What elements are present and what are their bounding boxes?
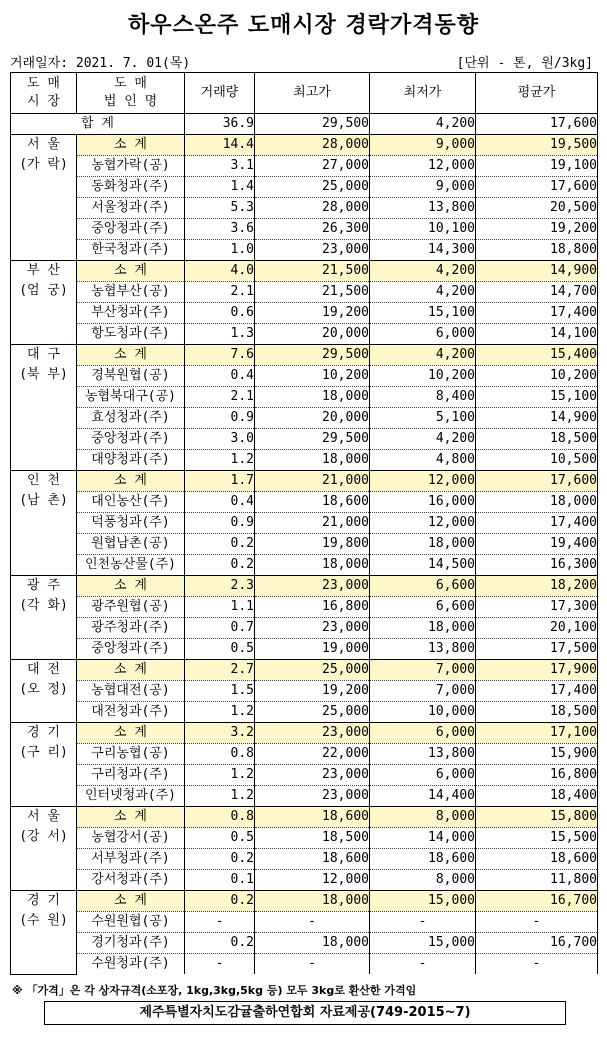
avg-price-cell: 16,300	[476, 555, 598, 576]
max-price-cell: 23,000	[255, 765, 370, 786]
corp-name: 강서청과(주)	[77, 870, 185, 891]
volume-cell: 2.3	[185, 576, 255, 597]
volume-cell: 0.9	[185, 408, 255, 429]
avg-price-cell: 15,400	[476, 345, 598, 366]
table-header	[11, 73, 598, 114]
market-name: 인 천	[27, 473, 60, 488]
corp-name: 농협강서(공)	[77, 828, 185, 849]
avg-price-cell: 19,100	[476, 156, 598, 177]
max-price-cell: 21,500	[255, 282, 370, 303]
avg-price-cell: 18,600	[476, 849, 598, 870]
header-avg: 평균가	[476, 73, 598, 114]
max-price-cell: 18,000	[255, 933, 370, 954]
table-row	[11, 765, 598, 786]
market-name: 서 울	[27, 809, 60, 824]
market-district: (엄 궁)	[19, 283, 68, 298]
avg-price-cell: 18,200	[476, 576, 598, 597]
subtotal-row	[11, 345, 598, 366]
max-price-cell: 18,600	[255, 807, 370, 828]
min-price-cell: 6,000	[370, 765, 476, 786]
max-price-cell: 19,200	[255, 681, 370, 702]
min-price-cell: 8,000	[370, 870, 476, 891]
min-price-cell: 12,000	[370, 156, 476, 177]
corp-name: 소 계	[77, 891, 185, 912]
min-price-cell: 18,000	[370, 618, 476, 639]
market-region	[11, 891, 77, 975]
market-district: (북 부)	[19, 367, 68, 382]
max-price-cell: 23,000	[255, 576, 370, 597]
volume-cell: 0.8	[185, 744, 255, 765]
avg-price-cell: 17,500	[476, 639, 598, 660]
volume-cell: -	[185, 912, 255, 933]
market-name: 서 울	[27, 137, 60, 152]
corp-name: 소 계	[77, 576, 185, 597]
avg-price-cell: -	[476, 912, 598, 933]
corp-name: 대전청과(주)	[77, 702, 185, 723]
corp-name: 원협남촌(공)	[77, 534, 185, 555]
min-price-cell: 14,500	[370, 555, 476, 576]
market-region	[11, 576, 77, 660]
min-price-cell: 4,200	[370, 261, 476, 282]
volume-cell: 0.7	[185, 618, 255, 639]
table-row	[11, 156, 598, 177]
min-price-cell: 15,000	[370, 933, 476, 954]
max-price-cell: 23,000	[255, 618, 370, 639]
market-region	[11, 135, 77, 261]
corp-name: 농협북대구(공)	[77, 387, 185, 408]
max-price-cell: 18,000	[255, 891, 370, 912]
avg-price-cell: 14,700	[476, 282, 598, 303]
max-price-cell: 26,300	[255, 219, 370, 240]
table-row	[11, 555, 598, 576]
price-table	[10, 72, 598, 975]
min-price-cell: 8,400	[370, 387, 476, 408]
min-price-cell: 12,000	[370, 513, 476, 534]
max-price-cell: 18,500	[255, 828, 370, 849]
corp-name: 동화청과(주)	[77, 177, 185, 198]
table-row	[11, 198, 598, 219]
corp-name: 중앙청과(주)	[77, 639, 185, 660]
min-price-cell: -	[370, 912, 476, 933]
corp-name: 소 계	[77, 345, 185, 366]
market-region	[11, 471, 77, 576]
min-price-cell: 10,100	[370, 219, 476, 240]
avg-price-cell: 17,300	[476, 597, 598, 618]
market-district: (가 락)	[19, 157, 68, 172]
corp-name: 중앙청과(주)	[77, 429, 185, 450]
avg-price-cell: 18,000	[476, 492, 598, 513]
table-row	[11, 702, 598, 723]
min-price-cell: 9,000	[370, 135, 476, 156]
avg-price-cell: 17,400	[476, 681, 598, 702]
min-price-cell: 4,800	[370, 450, 476, 471]
avg-price-cell: 10,500	[476, 450, 598, 471]
volume-cell: 14.4	[185, 135, 255, 156]
max-price-cell: 19,200	[255, 303, 370, 324]
table-row	[11, 618, 598, 639]
volume-cell: 0.8	[185, 807, 255, 828]
table-row	[11, 828, 598, 849]
max-price-cell: 29,500	[255, 429, 370, 450]
table-row	[11, 240, 598, 261]
volume-cell: 1.2	[185, 786, 255, 807]
max-price-cell: 29,500	[255, 345, 370, 366]
max-price-cell: 18,000	[255, 555, 370, 576]
min-price-cell: 4,200	[370, 282, 476, 303]
corp-name: 한국청과(주)	[77, 240, 185, 261]
table-row	[11, 450, 598, 471]
corp-name: 경기청과(주)	[77, 933, 185, 954]
subtotal-row	[11, 135, 598, 156]
market-region	[11, 345, 77, 471]
corp-name: 수원원협(공)	[77, 912, 185, 933]
market-district: (남 촌)	[19, 493, 68, 508]
max-price-cell: 22,000	[255, 744, 370, 765]
max-price-cell: -	[255, 954, 370, 975]
corp-name: 소 계	[77, 471, 185, 492]
corp-name: 덕풍청과(주)	[77, 513, 185, 534]
table-row	[11, 744, 598, 765]
max-price-cell: 18,600	[255, 492, 370, 513]
avg-price-cell: 11,800	[476, 870, 598, 891]
table-row	[11, 282, 598, 303]
market-name: 대 구	[27, 347, 60, 362]
volume-cell: 1.3	[185, 324, 255, 345]
header-market: 도 매 시 장	[11, 73, 77, 114]
volume-cell: 1.2	[185, 450, 255, 471]
corp-name: 인천농산물(주)	[77, 555, 185, 576]
avg-price-cell: 14,900	[476, 261, 598, 282]
table-row	[11, 933, 598, 954]
max-price-cell: 18,000	[255, 450, 370, 471]
avg-price-cell: 14,900	[476, 408, 598, 429]
total-volume: 36.9	[185, 114, 255, 135]
volume-cell: 1.2	[185, 702, 255, 723]
avg-price-cell: 18,400	[476, 786, 598, 807]
header-max: 최고가	[255, 73, 370, 114]
avg-price-cell: 17,900	[476, 660, 598, 681]
avg-price-cell: -	[476, 954, 598, 975]
header-corp: 도 매 법 인 명	[77, 73, 185, 114]
volume-cell: 1.0	[185, 240, 255, 261]
min-price-cell: 4,200	[370, 429, 476, 450]
corp-name: 효성청과(주)	[77, 408, 185, 429]
market-district: (오 정)	[19, 682, 68, 697]
volume-cell: 0.4	[185, 492, 255, 513]
corp-name: 소 계	[77, 723, 185, 744]
corp-name: 광주청과(주)	[77, 618, 185, 639]
avg-price-cell: 17,100	[476, 723, 598, 744]
avg-price-cell: 17,400	[476, 303, 598, 324]
table-row	[11, 219, 598, 240]
volume-cell: 1.7	[185, 471, 255, 492]
table-row	[11, 366, 598, 387]
corp-name: 대인농산(주)	[77, 492, 185, 513]
subtotal-row	[11, 807, 598, 828]
market-district: (강 서)	[19, 829, 68, 844]
trade-date: 거래일자: 2021. 7. 01(목)	[10, 56, 191, 71]
max-price-cell: 21,500	[255, 261, 370, 282]
max-price-cell: 21,000	[255, 471, 370, 492]
volume-cell: 0.4	[185, 366, 255, 387]
max-price-cell: 28,000	[255, 135, 370, 156]
min-price-cell: 13,800	[370, 744, 476, 765]
market-name: 경 기	[27, 725, 60, 740]
unit-label: [단위 - 톤, 원/3kg]	[456, 56, 593, 71]
max-price-cell: 23,000	[255, 723, 370, 744]
header-min: 최저가	[370, 73, 476, 114]
avg-price-cell: 19,200	[476, 219, 598, 240]
max-price-cell: 21,000	[255, 513, 370, 534]
volume-cell: 0.9	[185, 513, 255, 534]
min-price-cell: 9,000	[370, 177, 476, 198]
avg-price-cell: 16,700	[476, 933, 598, 954]
volume-cell: 3.6	[185, 219, 255, 240]
volume-cell: 1.5	[185, 681, 255, 702]
corp-name: 광주원협(공)	[77, 597, 185, 618]
avg-price-cell: 17,400	[476, 513, 598, 534]
min-price-cell: 13,800	[370, 639, 476, 660]
avg-price-cell: 18,800	[476, 240, 598, 261]
corp-name: 대양청과(주)	[77, 450, 185, 471]
min-price-cell: 12,000	[370, 471, 476, 492]
total-max: 29,500	[255, 114, 370, 135]
avg-price-cell: 15,500	[476, 828, 598, 849]
min-price-cell: 15,100	[370, 303, 476, 324]
max-price-cell: 25,000	[255, 702, 370, 723]
page-title: 하우스온주 도매시장 경락가격동향	[127, 13, 480, 38]
volume-cell: 0.6	[185, 303, 255, 324]
volume-cell: 0.2	[185, 534, 255, 555]
corp-name: 구리청과(주)	[77, 765, 185, 786]
corp-name: 농협대전(공)	[77, 681, 185, 702]
min-price-cell: -	[370, 954, 476, 975]
table-row	[11, 429, 598, 450]
corp-name: 서울청과(주)	[77, 198, 185, 219]
subtotal-row	[11, 723, 598, 744]
table-row	[11, 408, 598, 429]
max-price-cell: 10,200	[255, 366, 370, 387]
table-row	[11, 597, 598, 618]
corp-name: 소 계	[77, 660, 185, 681]
avg-price-cell: 17,600	[476, 471, 598, 492]
avg-price-cell: 18,500	[476, 429, 598, 450]
table-row	[11, 324, 598, 345]
market-district: (각 화)	[19, 598, 68, 613]
volume-cell: 5.3	[185, 198, 255, 219]
corp-name: 구리농협(공)	[77, 744, 185, 765]
max-price-cell: 19,800	[255, 534, 370, 555]
corp-name: 농협가락(공)	[77, 156, 185, 177]
volume-cell: 1.2	[185, 765, 255, 786]
min-price-cell: 6,000	[370, 324, 476, 345]
market-region	[11, 261, 77, 345]
subtotal-row	[11, 471, 598, 492]
min-price-cell: 5,100	[370, 408, 476, 429]
avg-price-cell: 20,500	[476, 198, 598, 219]
volume-cell: 0.1	[185, 870, 255, 891]
max-price-cell: 25,000	[255, 177, 370, 198]
volume-cell: 7.6	[185, 345, 255, 366]
header-volume: 거래량	[185, 73, 255, 114]
min-price-cell: 8,000	[370, 807, 476, 828]
volume-cell: 3.1	[185, 156, 255, 177]
table-row	[11, 849, 598, 870]
avg-price-cell: 17,600	[476, 177, 598, 198]
max-price-cell: 20,000	[255, 408, 370, 429]
market-name: 부 산	[27, 263, 60, 278]
max-price-cell: 25,000	[255, 660, 370, 681]
min-price-cell: 15,000	[370, 891, 476, 912]
avg-price-cell: 20,100	[476, 618, 598, 639]
market-region	[11, 807, 77, 891]
table-row	[11, 492, 598, 513]
min-price-cell: 7,000	[370, 660, 476, 681]
min-price-cell: 18,600	[370, 849, 476, 870]
max-price-cell: 20,000	[255, 324, 370, 345]
max-price-cell: 18,600	[255, 849, 370, 870]
corp-name: 소 계	[77, 807, 185, 828]
total-avg: 17,600	[476, 114, 598, 135]
max-price-cell: 18,000	[255, 387, 370, 408]
market-name: 경 기	[27, 893, 60, 908]
corp-name: 항도청과(주)	[77, 324, 185, 345]
volume-cell: 0.2	[185, 891, 255, 912]
avg-price-cell: 14,100	[476, 324, 598, 345]
max-price-cell: 23,000	[255, 240, 370, 261]
max-price-cell: 12,000	[255, 870, 370, 891]
max-price-cell: -	[255, 912, 370, 933]
min-price-cell: 6,600	[370, 597, 476, 618]
min-price-cell: 14,300	[370, 240, 476, 261]
market-name: 광 주	[27, 578, 60, 593]
corp-name: 소 계	[77, 135, 185, 156]
volume-cell: 4.0	[185, 261, 255, 282]
avg-price-cell: 18,500	[476, 702, 598, 723]
min-price-cell: 16,000	[370, 492, 476, 513]
total-label: 합 계	[11, 114, 185, 135]
corp-name: 부산청과(주)	[77, 303, 185, 324]
max-price-cell: 27,000	[255, 156, 370, 177]
volume-cell: 0.2	[185, 555, 255, 576]
volume-cell: 0.2	[185, 933, 255, 954]
max-price-cell: 16,800	[255, 597, 370, 618]
volume-cell: -	[185, 954, 255, 975]
market-district: (구 리)	[19, 745, 68, 760]
market-region	[11, 723, 77, 807]
volume-cell: 0.5	[185, 828, 255, 849]
avg-price-cell: 16,800	[476, 765, 598, 786]
table-row	[11, 870, 598, 891]
min-price-cell: 10,000	[370, 702, 476, 723]
source-footer: 제주특별자치도감귤출하연합회 자료제공(749-2015~7)	[44, 1001, 566, 1025]
volume-cell: 3.0	[185, 429, 255, 450]
table-row	[11, 954, 598, 975]
total-row	[11, 114, 598, 135]
max-price-cell: 19,000	[255, 639, 370, 660]
table-row	[11, 387, 598, 408]
subtotal-row	[11, 891, 598, 912]
corp-name: 경북원협(공)	[77, 366, 185, 387]
subtotal-row	[11, 576, 598, 597]
volume-cell: 0.2	[185, 849, 255, 870]
min-price-cell: 18,000	[370, 534, 476, 555]
corp-name: 소 계	[77, 261, 185, 282]
avg-price-cell: 15,100	[476, 387, 598, 408]
min-price-cell: 6,600	[370, 576, 476, 597]
table-row	[11, 303, 598, 324]
avg-price-cell: 19,500	[476, 135, 598, 156]
min-price-cell: 4,200	[370, 345, 476, 366]
subtotal-row	[11, 261, 598, 282]
corp-name: 중앙청과(주)	[77, 219, 185, 240]
max-price-cell: 28,000	[255, 198, 370, 219]
volume-cell: 2.1	[185, 387, 255, 408]
total-min: 4,200	[370, 114, 476, 135]
max-price-cell: 23,000	[255, 786, 370, 807]
table-row	[11, 534, 598, 555]
volume-cell: 1.4	[185, 177, 255, 198]
volume-cell: 3.2	[185, 723, 255, 744]
market-region	[11, 660, 77, 723]
avg-price-cell: 19,400	[476, 534, 598, 555]
min-price-cell: 7,000	[370, 681, 476, 702]
avg-price-cell: 15,800	[476, 807, 598, 828]
corp-name: 서부청과(주)	[77, 849, 185, 870]
price-note: ※ 「가격」은 각 상자규격(소포장, 1kg,3kg,5kg 등) 모두 3kg로 환산한 가격임	[12, 984, 417, 997]
table-row	[11, 786, 598, 807]
min-price-cell: 6,000	[370, 723, 476, 744]
min-price-cell: 14,400	[370, 786, 476, 807]
subtotal-row	[11, 660, 598, 681]
volume-cell: 2.1	[185, 282, 255, 303]
market-name: 대 전	[27, 662, 60, 677]
avg-price-cell: 16,700	[476, 891, 598, 912]
table-row	[11, 912, 598, 933]
table-row	[11, 681, 598, 702]
corp-name: 농협부산(공)	[77, 282, 185, 303]
min-price-cell: 10,200	[370, 366, 476, 387]
avg-price-cell: 10,200	[476, 366, 598, 387]
market-district: (수 원)	[19, 913, 68, 928]
avg-price-cell: 15,900	[476, 744, 598, 765]
table-row	[11, 639, 598, 660]
table-row	[11, 513, 598, 534]
corp-name: 인터넷청과(주)	[77, 786, 185, 807]
min-price-cell: 13,800	[370, 198, 476, 219]
corp-name: 수원청과(주)	[77, 954, 185, 975]
volume-cell: 0.5	[185, 639, 255, 660]
volume-cell: 2.7	[185, 660, 255, 681]
volume-cell: 1.1	[185, 597, 255, 618]
min-price-cell: 14,000	[370, 828, 476, 849]
table-row	[11, 177, 598, 198]
